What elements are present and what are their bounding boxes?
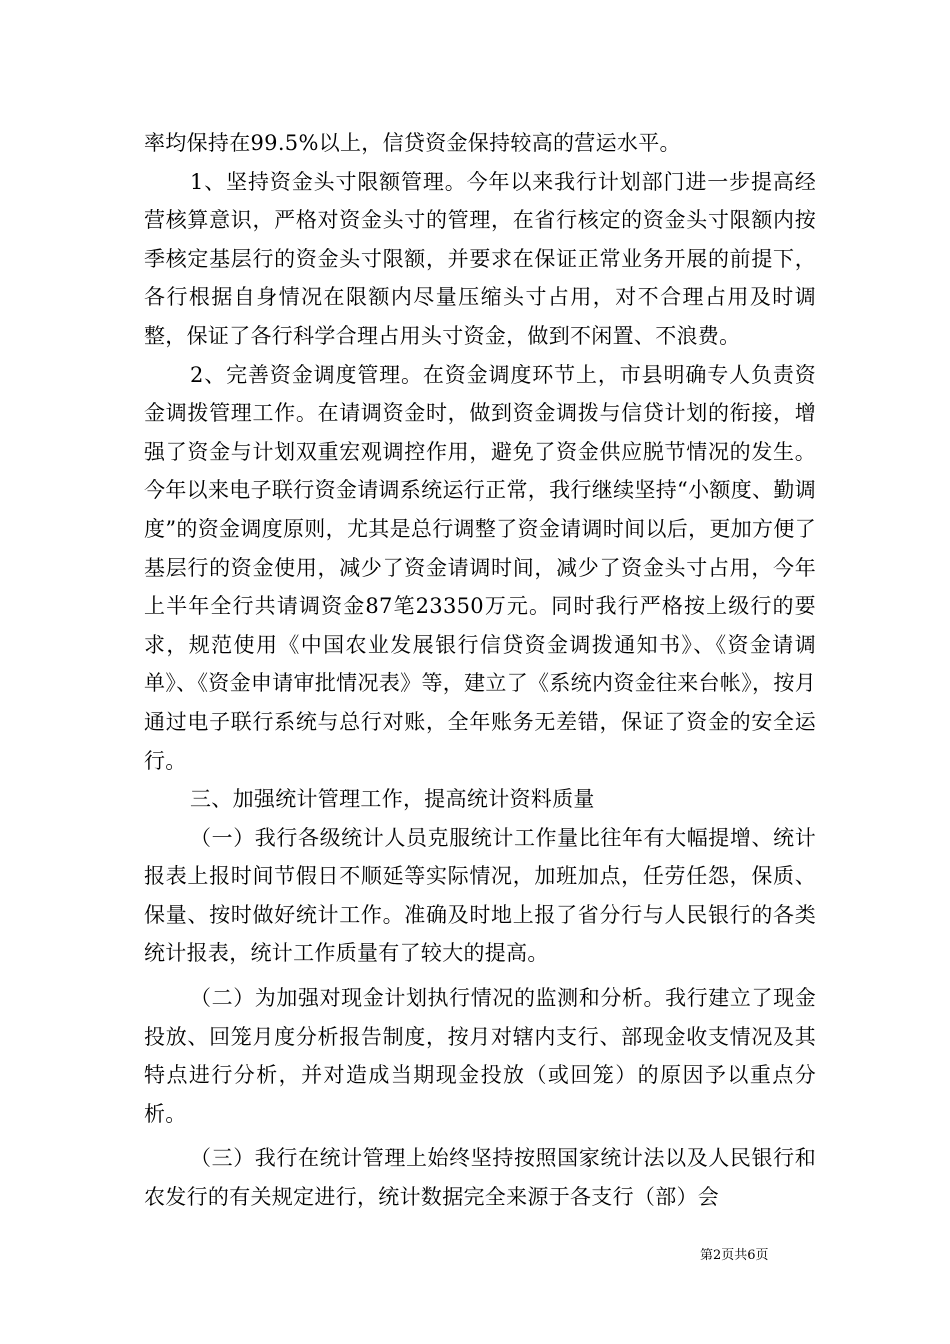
section-heading-statistics: 三、加强统计管理工作，提高统计资料质量 xyxy=(190,787,595,812)
page-number: 第2页共6页 xyxy=(700,1248,769,1263)
document-body xyxy=(144,124,816,1217)
paragraph-statistics-3: （三）我行在统计管理上始终坚持按照国家统计法以及人民银行和农发行的有关规定进行，统计数据完全来源于各支行（部）会 xyxy=(144,1146,816,1210)
paragraph-fund-limit: 1、坚持资金头寸限额管理。今年以来我行计划部门进一步提高经营核算意识，严格对资金头寸的管理，在省行核定的资金头寸限额内按季核定基层行的资金头寸限额，并要求在保证正常业务开展的前提下，各行根据自身情况在限额内尽量压缩头寸占用，对不合理占用及时调整，保证了各行科学合理占用头寸资金，做到不闲置、不浪费。 xyxy=(144,169,816,348)
paragraph-statistics-1: （一）我行各级统计人员克服统计工作量比往年有大幅提增、统计报表上报时间节假日不顺延等实际情况，加班加点，任劳任怨，保质、保量、按时做好统计工作。准确及时地上报了省分行与人民银行的各类统计报表，统计工作质量有了较大的提高。 xyxy=(144,825,816,966)
paragraph-fund-dispatch: 2、完善资金调度管理。在资金调度环节上，市县明确专人负责资金调拨管理工作。在请调资金时，做到资金调拨与信贷计划的衔接，增强了资金与计划双重宏观调控作用，避免了资金供应脱节情况的发生。今年以来电子联行资金请调系统运行正常，我行继续坚持“小额度、勤调度”的资金调度原则，尤其是总行调整了资金请调时间以后，更加方便了基层行的资金使用，减少了资金请调时间，减少了资金头寸占用，今年上半年全行共请调资金87笔23350万元。同时我行严格按上级行的要求，规范使用《中国农业发展银行信贷资金调拨通知书》、《资金请调单》、《资金申请审批情况表》等，建立了《系统内资金往来台帐》，按月通过电子联行系统与总行对账，全年账务无差错，保证了资金的安全运行。 xyxy=(144,362,816,773)
paragraph-continuation: 率均保持在99.5%以上，信贷资金保持较高的营运水平。 xyxy=(144,131,681,155)
paragraph-statistics-2: （二）为加强对现金计划执行情况的监测和分析。我行建立了现金投放、回笼月度分析报告制度，按月对辖内支行、部现金收支情况及其特点进行分析，并对造成当期现金投放（或回笼）的原因予以重点分析。 xyxy=(144,986,816,1126)
